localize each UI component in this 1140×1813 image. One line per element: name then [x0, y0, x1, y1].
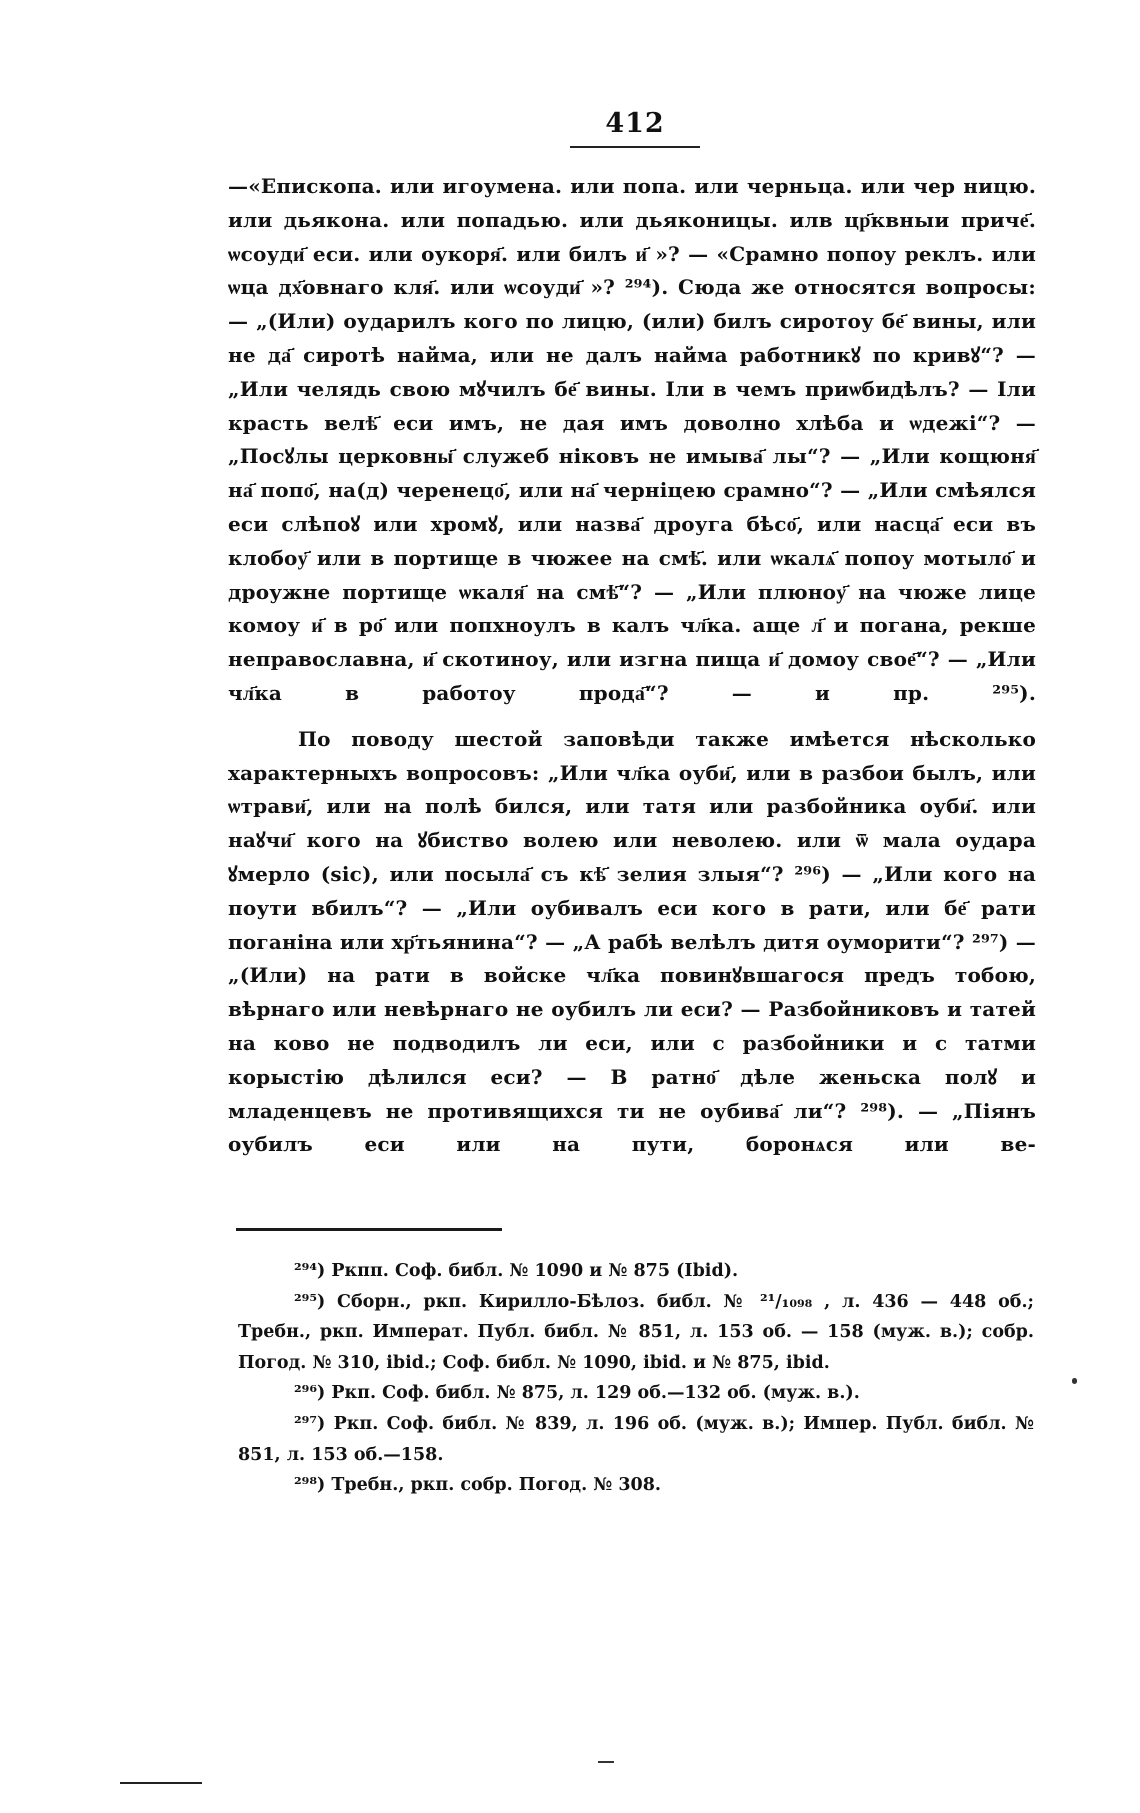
page-number: 412: [605, 108, 665, 139]
footnote-294: ²⁹⁴) Ркпп. Соф. библ. № 1090 и № 875 (Ibid).: [294, 1261, 739, 1281]
footnotes: [238, 1256, 1034, 1501]
paragraph-sixth-commandment: По поводу шестой заповѣди также имѣется нѣсколько характерныхъ вопросовъ: „Или чл҃ка оуби҃, или в разбои былъ, или ѡтрави҃, или на полѣ бился, или татя или разбойника оуби҃. или наꙋчи҃ кого на ꙋбиство волею или неволею. или ѿ мала оудара ꙋмерло (sic), или посыла҃ съ кѣ҃ зелия злыя“? ²⁹⁶) — „Или кого на поути вбилъ“? — „Или оубивалъ еси кого в рати, или бе҃ рати поганіна или хр҃тьянина“? — „А рабѣ велѣлъ дитя оуморити“? ²⁹⁷) — „(Или) на рати в войске чл҃ка повинꙋвшагося предъ тобою, вѣрнаго или невѣрнаго не оубилъ ли еси? — Разбойниковъ и татей на ково не подводилъ ли еси, или с разбойники и с татми корыстію дѣлился еси? — В ратно҃ дѣле женьска полꙋ и младенцевъ не противящихся ти не оубива҃ ли“? ²⁹⁸). — „Піянъ оубилъ еси или на пути, боронѧся или ве-: [228, 726, 1036, 1157]
scan-speck-right: [1072, 1378, 1077, 1384]
main-text: [228, 170, 1036, 1174]
scan-speck-bottom: [598, 1761, 614, 1763]
footnote-297: ²⁹⁷) Ркп. Соф. библ. № 839, л. 196 об. (муж. в.); Импер. Публ. библ. № 851, л. 153 об.—158.: [238, 1413, 1034, 1465]
bottom-rule: [120, 1782, 202, 1784]
paragraph-confession-questions: —«Епископа. или игоумена. или попа. или черньца. или чер ницю. или дьякона. или попадью. или дьяконицы. илв цр҃квныи приче҃. ѡсоуди҃ еси. или оукоря҃. или билъ и҃ »? — «Срамно попоу реклъ. или ѡца дх҃овнаго кля҃. или ѡсоуди҃ »? ²⁹⁴). Сюда же относятся вопросы: — „(Или) оударилъ кого по лицю, (или) билъ сиротоу бе҃ вины, или не да҃ сиротѣ найма, или не далъ найма работникꙋ по кривꙋ“? — „Или челядь свою мꙋчилъ бе҃ вины. Іли в чемъ приѡбидѣлъ? — Іли красть велѣ҃ еси имъ, не дая имъ доволно хлѣба и ѡдежі“? — „Посꙋлы церковны҃ служеб ніковъ не имыва҃ лы“? — „Или кощюня҃ на҃ попо҃, на(д) черенецо҃, или на҃ черніцею срамно“? — „Или смѣялся еси слѣпоꙋ или хромꙋ, или назва҃ дроуга бѣсо҃, или насца҃ еси въ клобоу҃ или в портище в чюжее на смѣ҃. или ѡкалѧ҃ попоу мотыло҃ и дроужне портище ѡкаля҃ на смѣ҃“? — „Или плюноу҃ на чюже лице комоу и҃ в ро҃ или попхноулъ в калъ чл҃ка. аще л҃ и погана, рекше неправославна, и҃ скотиноу, или изгна пища и҃ домоу свое҃“? — „Или чл҃ка в работоу прода҃“? — и пр. ²⁹⁵).: [228, 174, 1036, 705]
footnote-298: ²⁹⁸) Требн., ркп. собр. Погод. № 308.: [294, 1475, 661, 1496]
footnote-296: ²⁹⁶) Ркп. Соф. библ. № 875, л. 129 об.—132 об. (муж. в.).: [294, 1383, 860, 1404]
page-number-underline: [570, 146, 700, 148]
footnote-separator: [236, 1228, 502, 1231]
footnote-295: ²⁹⁵) Сборн., ркп. Кирилло-Бѣлоз. библ. № ²¹/₁₀₉₈ , л. 436 — 448 об.; Требн., ркп. Императ. Публ. библ. № 851, л. 153 об. — 158 (муж. в.); собр. Погод. № 310, ibid.; Соф. библ. № 1090, ibid. и № 875, ibid.: [238, 1291, 1034, 1373]
